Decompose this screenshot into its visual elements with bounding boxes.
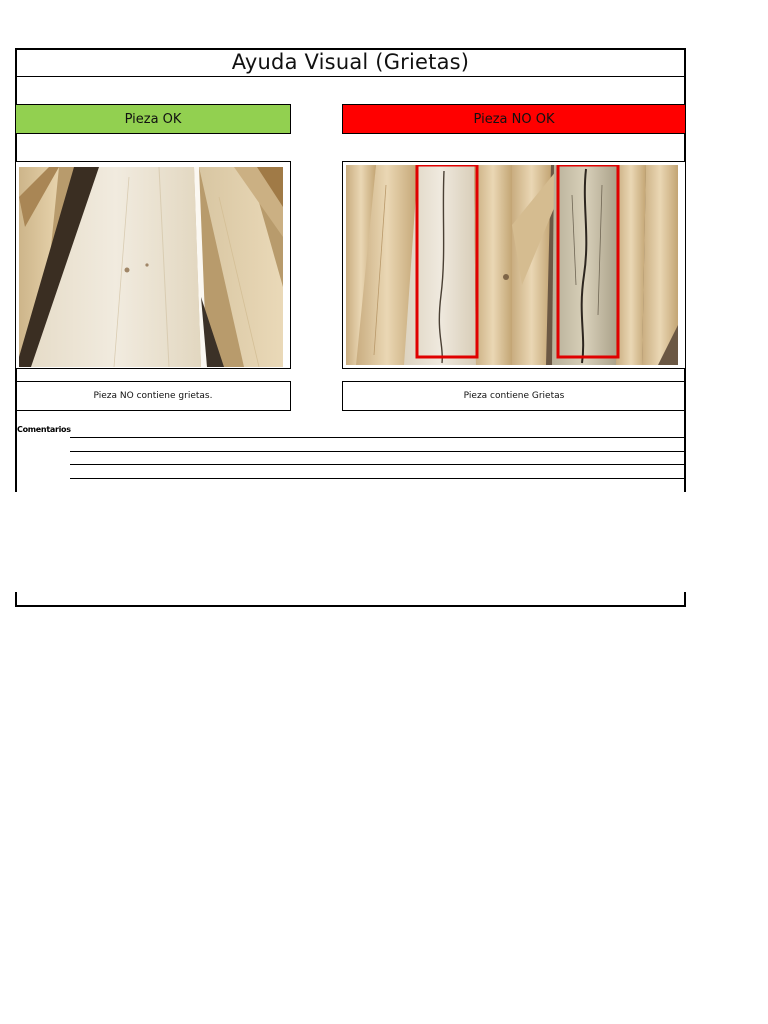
sheet-border-bottom [15,605,686,607]
comment-line[interactable] [70,464,686,465]
ok-status-bar [15,104,291,134]
comment-line[interactable] [70,478,686,479]
nok-status-bar [342,104,686,134]
nok-status-label: Pieza NO OK [473,111,555,127]
ok-caption-box [15,381,291,411]
nok-caption-box [342,381,686,411]
ok-wood-photo [19,167,283,367]
ok-status-label: Pieza OK [124,111,182,127]
title-divider [15,76,686,77]
nok-photo-frame [342,161,686,369]
nok-wood-photo [346,165,678,365]
page-title: Ayuda Visual (Grietas) [231,50,470,74]
comments-label: Comentarios [17,425,71,434]
comment-line[interactable] [70,451,686,452]
comment-line[interactable] [70,437,686,438]
nok-caption-text: Pieza contiene Grietas [463,391,565,401]
ok-photo-frame [15,161,291,369]
ok-caption-text: Pieza NO contiene grietas. [93,391,213,401]
